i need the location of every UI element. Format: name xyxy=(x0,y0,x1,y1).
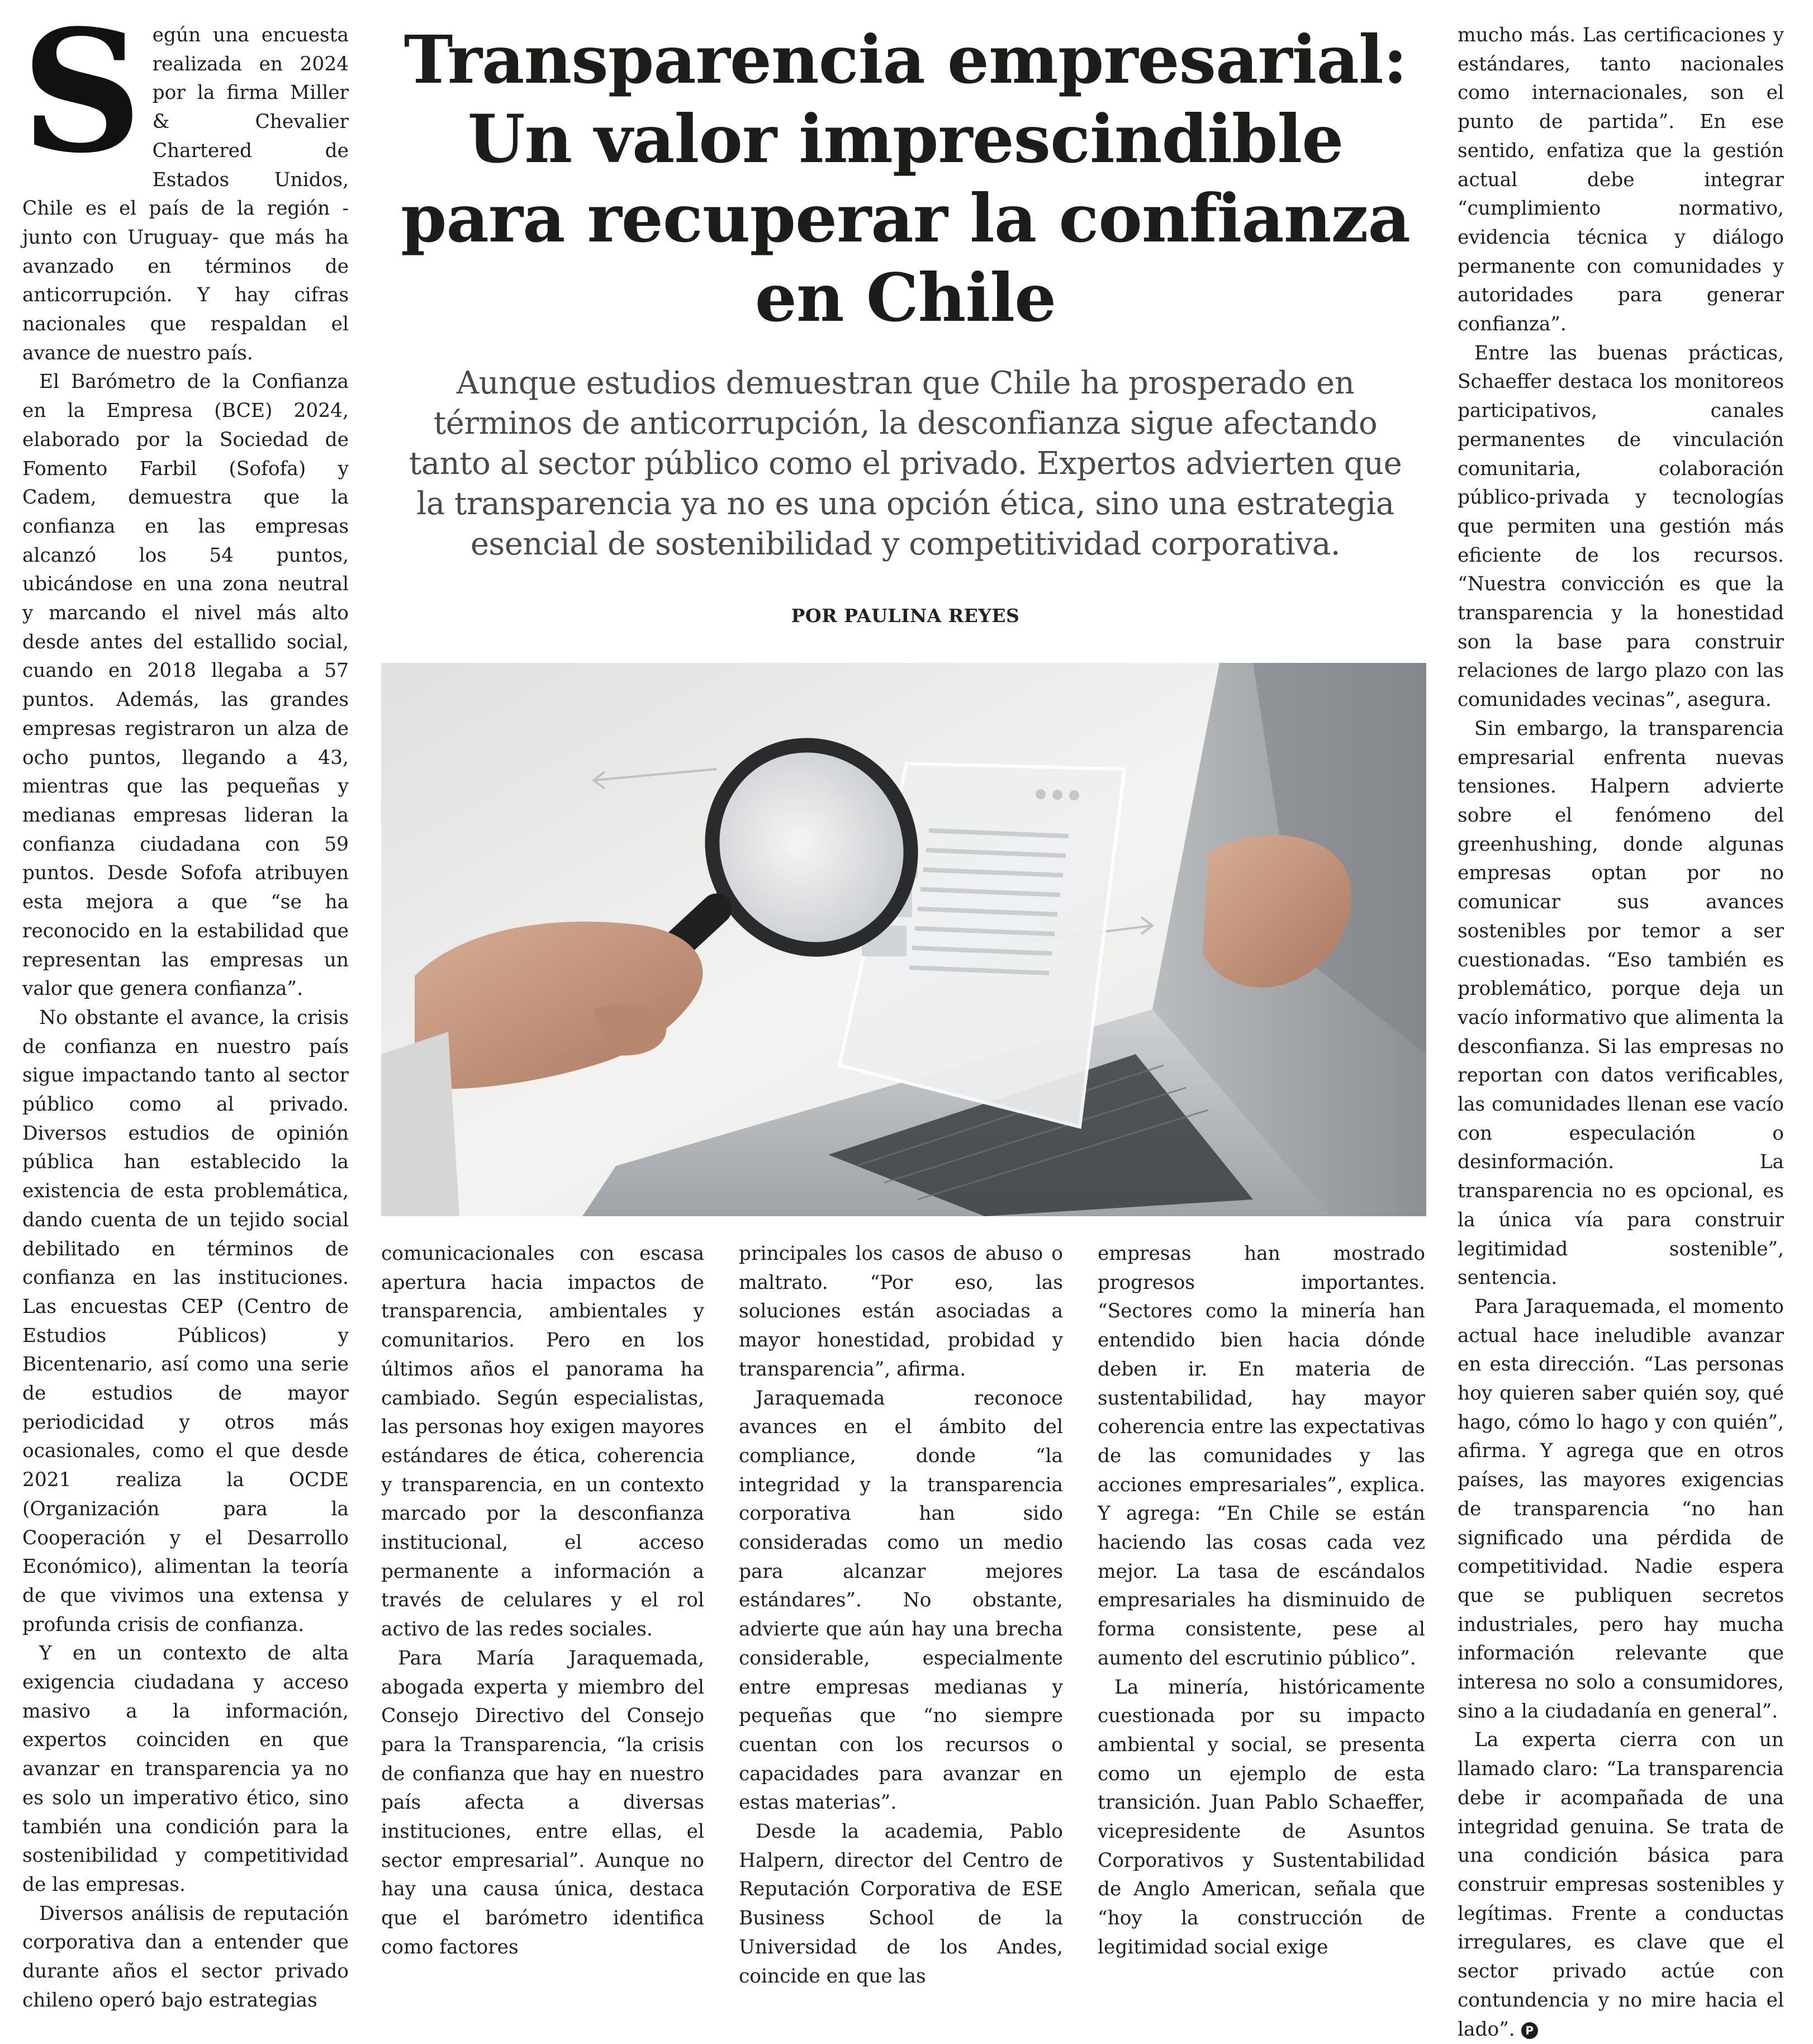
article-photo xyxy=(381,663,1426,1216)
paragraph: La experta cierra con un llamado claro: “La transparencia debe ir acompañada de una integridad genuina. Se trata de una condición básica para construir empresas sostenibles y legítimas. Frente a conductas irregulares, es clave que el sector privado actúe con contundencia y no mire hacia el lado”. P xyxy=(1458,1729,1784,2041)
paragraph: principales los casos de abuso o maltrato. “Por eso, las soluciones están asociadas a mayor honestidad, probidad y transparencia”, afirma. xyxy=(739,1242,1063,1381)
paragraph: Desde la academia, Pablo Halpern, director del Centro de Reputación Corporativa de ESE Business School de la Universidad de los Andes, coincide en que las xyxy=(739,1820,1063,1988)
article-column-mid-3 xyxy=(1098,1240,1425,1958)
paragraph: No obstante el avance, la crisis de confianza en nuestro país sigue impactando tanto al sector público como al privado. Diversos estudios de opinión pública han establecido la existencia de esta problemática, dando cuenta de un tejido social debilitado en términos de confianza en las instituciones. Las encuestas CEP (Centro de Estudios Públicos) y Bicentenario, así como una serie de estudios de mayor periodicidad y otros más ocasionales, como el que desde 2021 realiza la OCDE (Organización para la Cooperación y el Desarrollo Económico), alimentan la teoría de que vivimos una extensa y profunda crisis de confianza. xyxy=(22,1006,349,1636)
article-deck: Aunque estudios demuestran que Chile ha prosperado en términos de anticorrupción, la desconfianza sigue afectando tanto al sector público como el privado. Expertos advierten que la transparencia ya no es una opción ética, sino una estrategia esencial de sostenibilidad y competitividad corporativa. xyxy=(409,365,1402,562)
paragraph: Y en un contexto de alta exigencia ciudadana y acceso masivo a la información, expertos coinciden en que avanzar en transparencia ya no es solo un imperativo ético, sino también una condición para la sostenibilidad y competitividad de las empresas. xyxy=(22,1642,349,1896)
paragraph: Para María Jaraquemada, abogada experta y miembro del Consejo Directivo del Consejo para la Transparencia, “la crisis de confianza que hay en nuestro país afecta a diversas instituciones, entre ellas, el sector empresarial”. Aunque no hay una causa única, destaca que el barómetro identifica como factores xyxy=(381,1647,704,1958)
paragraph: Entre las buenas prácticas, Schaeffer destaca los monitoreos participativos, canales permanentes de vinculación comunitaria, colaboración público-privada y tecnologías que permiten una gestión más eficiente de los recursos. “Nuestra convicción es que la transparencia y la honestidad son la base para construir relaciones de largo plazo con las comunidades vecinas”, asegura. xyxy=(1458,342,1784,712)
end-mark-icon: P xyxy=(1521,2022,1538,2039)
article-byline: POR PAULINA REYES xyxy=(791,605,1020,627)
paragraph: Jaraquemada reconoce avances en el ámbito del compliance, donde “la integridad y la transparencia corporativa han sido consideradas como un medio para alcanzar mejores estándares”. No obstante, advierte que aún hay una brecha considerable, especialmente entre empresas medianas y pequeñas que “no siempre cuentan con los recursos o capacidades para avanzar en estas materias”. xyxy=(739,1387,1063,1814)
article-column-right xyxy=(1458,21,1784,2041)
magnifying-glass-laptop-icon xyxy=(381,663,1426,1216)
paragraph: La minería, históricamente cuestionada por su impacto ambiental y social, se presenta como un ejemplo de esta transición. Juan Pablo Schaeffer, vicepresidente de Asuntos Corporativos y Sustentabilidad de Anglo American, señala que “hoy la construcción de legitimidad social exige xyxy=(1098,1676,1425,1958)
paragraph: comunicacionales con escasa apertura hacia impactos de transparencia, ambientales y comunitarios. Pero en los últimos años el panorama ha cambiado. Según especialistas, las personas hoy exigen mayores estándares de ética, coherencia y transparencia, en un contexto marcado por la desconfianza institucional, el acceso permanente a información a través de celulares y el rol activo de las redes sociales. xyxy=(381,1242,704,1641)
article-headline: Transparencia empresarial: Un valor imprescindible para recuperar la confianza en Chile xyxy=(400,21,1411,336)
article-column-left xyxy=(21,0,349,2012)
paragraph: Para Jaraquemada, el momento actual hace ineludible avanzar en esta dirección. “Las personas hoy quieren saber quién soy, qué hago, cómo lo hago y con quién”, afirma. Y agrega que en otros países, las mayores exigencias de transparencia “no han significado una pérdida de competitividad. Nadie espera que se publiquen secretos industriales, pero hay mucha información relevante que interesa no solo a consumidores, sino a la ciudadanía en general”. xyxy=(1458,1295,1784,1723)
drop-cap: S xyxy=(21,0,143,190)
paragraph: Diversos análisis de reputación corporativa dan a entender que durante años el sector privado chileno operó bajo estrategias xyxy=(22,1902,349,2012)
paragraph: El Barómetro de la Confianza en la Empresa (BCE) 2024, elaborado por la Sociedad de Fomento Farbil (Sofofa) y Cadem, demuestra que la confianza en las empresas alcanzó los 54 puntos, ubicándose en una zona neutral y marcando el nivel más alto desde antes del estallido social, cuando en 2018 llegaba a 57 puntos. Además, las grandes empresas registraron un alza de ocho puntos, llegando a 43, mientras que las pequeñas y medianas empresas lideran la confianza ciudadana con 59 puntos. Desde Sofofa atribuyen esta mejora a que “se ha reconocido en la estabilidad que representan las empresas un valor que genera confianza”. xyxy=(22,371,349,1000)
article-column-mid-1 xyxy=(381,1240,704,1958)
paragraph: Sin embargo, la transparencia empresarial enfrenta nuevas tensiones. Halpern advierte sobre el fenómeno del greenhushing, donde algunas empresas optan por no comunicar sus avances sostenibles por temor a ser cuestionadas. “Eso también es problemático, porque deja un vacío informativo que alimenta la desconfianza. Si las empresas no reportan con datos verificables, las comunidades llenan ese vacío con especulación o desinformación. La transparencia no es opcional, es la única vía para construir legitimidad sostenible”, sentencia. xyxy=(1458,717,1784,1289)
paragraph: Según una encuesta realizada en 2024 por la firma Miller & Chevalier Chartered de Estados Unidos, Chile es el país de la región -junto con Uruguay- que más ha avanzado en términos de anticorrupción. Y hay cifras nacionales que respaldan el avance de nuestro país. xyxy=(21,0,349,364)
article-column-mid-2 xyxy=(739,1240,1063,1988)
paragraph: empresas han mostrado progresos importantes. “Sectores como la minería han entendido bien hacia dónde deben ir. En materia de sustentabilidad, hay mayor coherencia entre las expectativas de las comunidades y las acciones empresariales”, explica. Y agrega: “En Chile se están haciendo las cosas cada vez mejor. La tasa de escándalos empresariales ha disminuido de forma consistente, pese al aumento del escrutinio público”. xyxy=(1098,1242,1425,1670)
paragraph: mucho más. Las certificaciones y estándares, tanto nacionales como internacionales, son el punto de partida”. En ese sentido, enfatiza que la gestión actual debe integrar “cumplimiento normativo, evidencia técnica y diálogo permanente con comunidades y autoridades para generar confianza”. xyxy=(1458,24,1784,336)
